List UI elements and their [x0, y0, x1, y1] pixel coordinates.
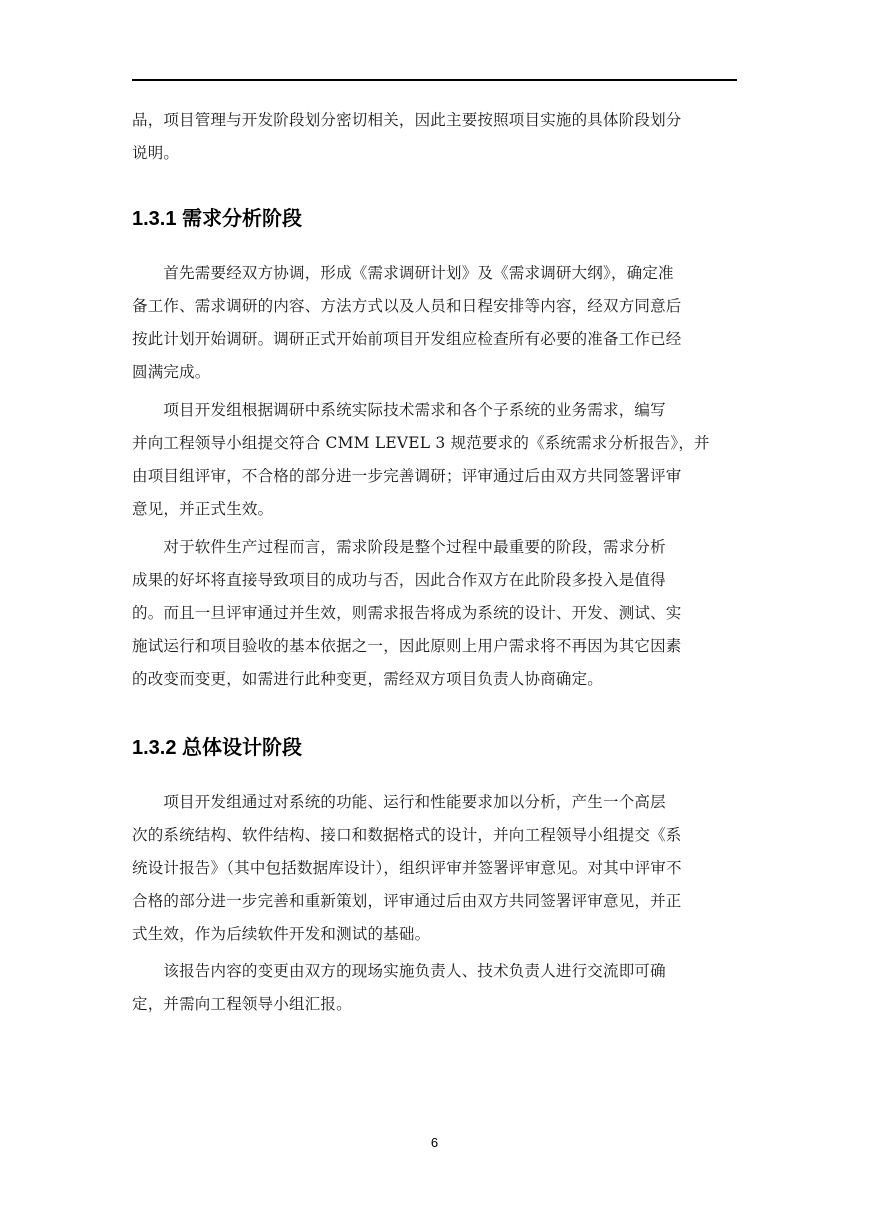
text-line: 说明。 [132, 144, 180, 162]
text-line: 对于软件生产过程而言，需求阶段是整个过程中最重要的阶段，需求分析 [132, 538, 666, 556]
page-number: 6 [430, 1135, 439, 1150]
text-line: 项目开发组根据调研中系统实际技术需求和各个子系统的业务需求，编写 [132, 401, 666, 419]
header-rule [132, 79, 737, 81]
text-line: 合格的部分进一步完善和重新策划，评审通过后由双方共同签署评审意见，并正 [132, 892, 682, 910]
section-1-3-1-paragraph-2 [132, 394, 737, 526]
text-line: 次的系统结构、软件结构、接口和数据格式的设计，并向工程领导小组提交《系 [132, 826, 682, 844]
section-1-3-2-paragraph-2 [132, 955, 737, 1021]
text-line: 意见，并正式生效。 [132, 500, 274, 518]
text-line: 的。而且一旦评审通过并生效，则需求报告将成为系统的设计、开发、测试、实 [132, 604, 682, 622]
section-1-3-1-paragraph-3 [132, 531, 737, 696]
text-line: 备工作、需求调研的内容、方法方式以及人员和日程安排等内容，经双方同意后 [132, 297, 682, 315]
text-line: 由项目组评审，不合格的部分进一步完善调研；评审通过后由双方共同签署评审 [132, 467, 682, 485]
text-line: 成果的好坏将直接导致项目的成功与否，因此合作双方在此阶段多投入是值得 [132, 571, 666, 589]
text-line: 品，项目管理与开发阶段划分密切相关，因此主要按照项目实施的具体阶段划分 [132, 111, 682, 129]
text-line: 圆满完成。 [132, 363, 211, 381]
text-line: 式生效，作为后续软件开发和测试的基础。 [132, 925, 431, 943]
text-line: 施试运行和项目验收的基本依据之一，因此原则上用户需求将不再因为其它因素 [132, 637, 682, 655]
section-heading-1-3-1: 1.3.1 需求分析阶段 [132, 208, 303, 230]
text-line: 首先需要经双方协调，形成《需求调研计划》及《需求调研大纲》，确定准 [132, 264, 674, 282]
text-line: 统设计报告》（其中包括数据库设计），组织评审并签署评审意见。对其中评审不 [132, 859, 682, 877]
text-line: 定，并需向工程领导小组汇报。 [132, 995, 352, 1013]
paragraph-continuation [132, 104, 737, 170]
text-line: 并向工程领导小组提交符合 CMM LEVEL 3 规范要求的《系统需求分析报告》，并 [132, 434, 710, 452]
text-line: 的改变而变更，如需进行此种变更，需经双方项目负责人协商确定。 [132, 670, 604, 688]
text-line: 按此计划开始调研。调研正式开始前项目开发组应检查所有必要的准备工作已经 [132, 330, 682, 348]
text-line: 该报告内容的变更由双方的现场实施负责人、技术负责人进行交流即可确 [132, 962, 666, 980]
section-1-3-2-paragraph-1 [132, 786, 737, 951]
text-line: 项目开发组通过对系统的功能、运行和性能要求加以分析，产生一个高层 [132, 793, 666, 811]
section-heading-1-3-2: 1.3.2 总体设计阶段 [132, 737, 303, 759]
section-1-3-1-paragraph-1 [132, 257, 737, 389]
